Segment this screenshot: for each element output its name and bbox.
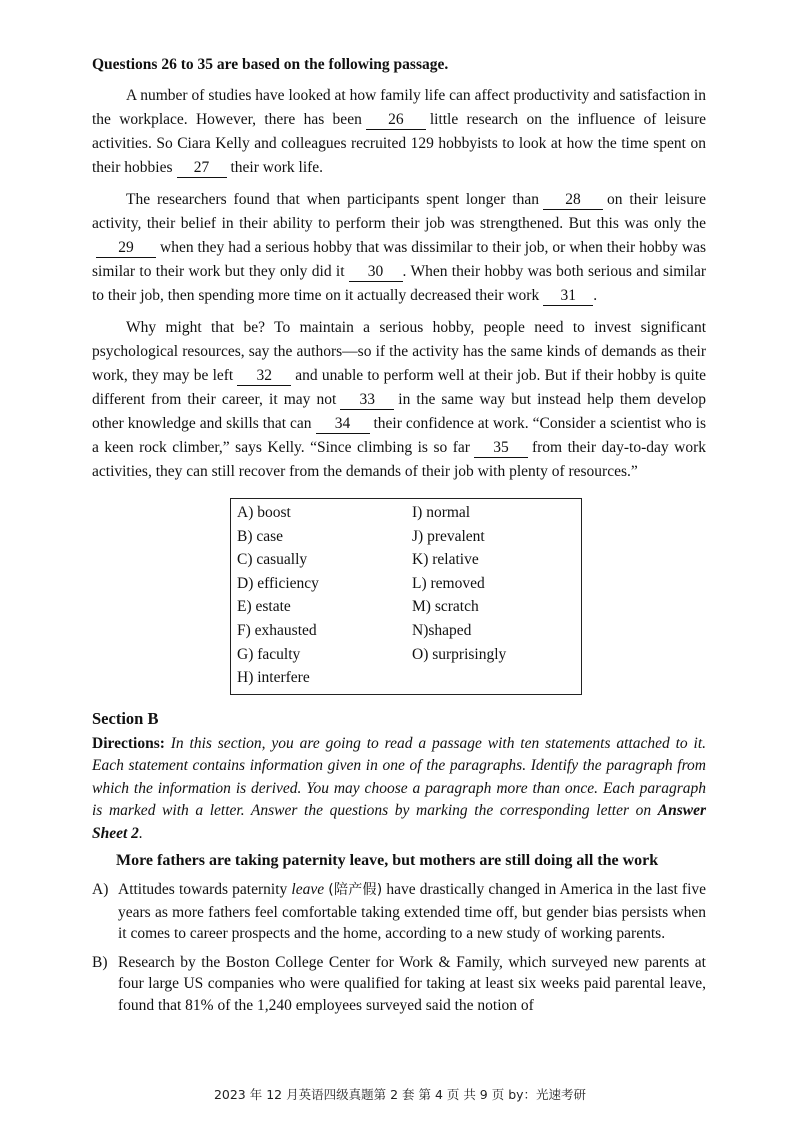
word-option: M) scratch: [412, 598, 479, 616]
text-segment: .: [593, 287, 598, 304]
paragraph-text: Research by the Boston College Center for Work & Family, which surveyed new parents at four large US companies who were qualified for taking at least six weeks paid parental leave, found that 81% of the 1,240 employees surveyed said the notion of: [118, 953, 706, 1014]
word-option: L) removed: [412, 574, 485, 592]
chinese-gloss: (陪产假): [328, 882, 383, 899]
directions-text: In this section, you are going to read a passage with ten statements attached to it. Each statement contains information given in one of the paragraphs. Identify the paragraph from which the information is derived. You may choose a paragraph more than once. Each paragraph is marked with a letter. Answer the questions by marking the corresponding letter on: [92, 734, 707, 820]
text-segment: have drastically changed in America in the last five years as more fathers feel comfortable taking extended time off, but gender bias persists when it comes to career prospects and the home, according to a new study of working parents.: [118, 881, 707, 943]
paragraph-item-b: [92, 952, 706, 1017]
exam-page: [92, 56, 706, 1023]
section-b-directions: [92, 733, 706, 846]
paragraph-letter: A): [92, 881, 109, 899]
passage-paragraph-2: [92, 188, 706, 308]
passage-paragraph-1: [92, 84, 706, 180]
paragraph-letter: B): [92, 953, 108, 971]
text-segment: and unable to perform well at their job. But if their hobby is quite different from their career, it may not: [92, 367, 706, 408]
questions-heading: Questions 26 to 35 are based on the following passage.: [92, 56, 449, 73]
text-segment: in the same way but instead help them develop other knowledge and skills that can: [92, 391, 707, 432]
text-segment: A number of studies have looked at how family life can affect productivity and satisfaction in the workplace. However, there has been: [92, 87, 706, 128]
word-option: B) case: [237, 527, 284, 545]
text-segment: their work life.: [230, 159, 324, 176]
text-segment: from their day-to-day work activities, they can still recover from the demands of their job with plenty of resources.”: [92, 439, 706, 480]
text-segment: their confidence at work. “Consider a scientist who is a keen rock climber,” says Kelly. “Since climbing is so far: [92, 415, 706, 456]
word-option: G) faculty: [237, 645, 301, 663]
word-option: F) exhausted: [237, 621, 317, 639]
passage-paragraph-3: [92, 316, 706, 484]
text-segment: little research on the influence of leisure activities. So Ciara Kelly and colleagues recruited 129 hobbyists to look at how the time spent on their hobbies: [92, 111, 706, 176]
word-bank-left-column: [237, 501, 400, 690]
word-option: J) prevalent: [412, 527, 485, 545]
blank-34: 34: [316, 415, 370, 434]
text-segment: on their leisure activity, their belief in their ability to perform their job was strengthened. But this was only the: [92, 191, 706, 232]
word-option: K) relative: [412, 551, 479, 569]
blank-28: 28: [543, 191, 603, 210]
text-segment: Attitudes towards paternity: [118, 881, 288, 899]
word-bank-box: [230, 498, 582, 695]
directions-label: Directions:: [92, 734, 165, 752]
blank-35: 35: [474, 439, 528, 458]
emphasis-word: leave: [291, 881, 325, 899]
section-b-title: Section B: [92, 708, 159, 728]
word-option: A) boost: [237, 504, 291, 521]
blank-27: 27: [177, 159, 227, 178]
text-segment: The researchers found that when participants spent longer than: [126, 191, 540, 208]
text-segment: . When their hobby was both serious and similar to their job, then spending more time on it actually decreased their work: [92, 263, 706, 304]
word-option: I) normal: [412, 504, 471, 521]
blank-29: 29: [96, 239, 156, 258]
word-option: O) surprisingly: [412, 645, 507, 663]
blank-30: 30: [349, 263, 403, 282]
text-segment: Why might that be? To maintain a serious hobby, people need to invest significant psychological resources, say the authors—so if the activity has the same kinds of demands as their work, they may be left: [92, 319, 706, 384]
word-option: H) interfere: [237, 669, 310, 687]
blank-26: 26: [366, 111, 426, 130]
blank-31: 31: [543, 287, 593, 306]
article-title: More fathers are taking paternity leave, but mothers are still doing all the work: [116, 852, 659, 870]
answer-sheet-label: Answer Sheet 2: [92, 802, 706, 842]
word-option: N)shaped: [412, 621, 472, 639]
paragraph-text: [118, 879, 706, 945]
directions-end: .: [138, 824, 143, 842]
word-option: D) efficiency: [237, 574, 319, 592]
page-footer: 2023 年 12 月英语四级真题第 2 套 第 4 页 共 9 页 by：光速考研: [213, 1087, 587, 1102]
word-option: C) casually: [237, 551, 308, 569]
paragraph-item-a: [92, 879, 706, 945]
blank-33: 33: [340, 391, 394, 410]
word-bank-right-column: [400, 501, 575, 690]
text-segment: when they had a serious hobby that was dissimilar to their job, or when their hobby was similar to their work but they only did it: [92, 239, 706, 280]
blank-32: 32: [237, 367, 291, 386]
word-option: E) estate: [237, 598, 291, 616]
